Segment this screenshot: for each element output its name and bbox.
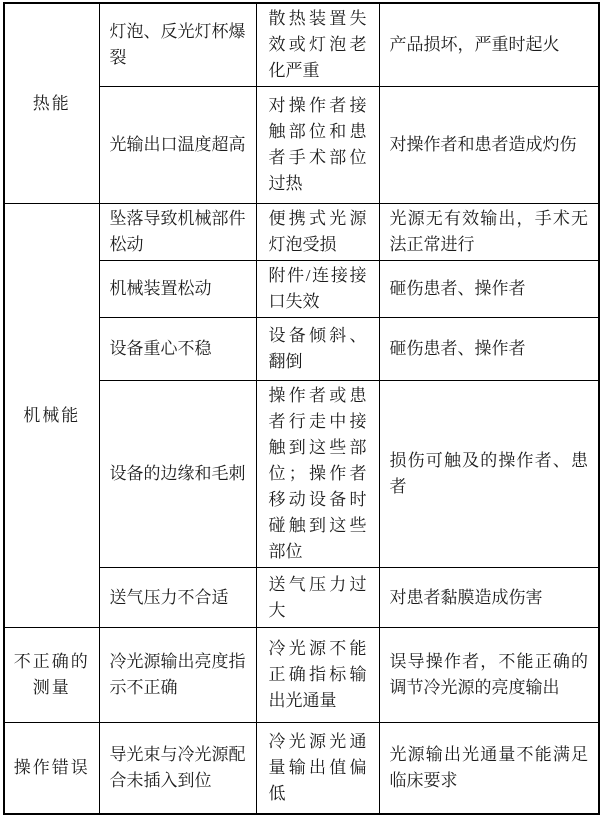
harm-cell: 砸伤患者、操作者 xyxy=(379,261,599,318)
harm-cell: 砸伤患者、操作者 xyxy=(379,318,599,381)
category-cell: 机械能 xyxy=(4,204,99,628)
cause-cell: 光输出口温度超高 xyxy=(99,87,256,204)
failure-mode-cell: 冷光源不能正确指标输出光通量 xyxy=(256,628,379,723)
failure-mode-cell: 便携式光源灯泡受损 xyxy=(256,204,379,261)
harm-cell: 对操作者和患者造成灼伤 xyxy=(379,87,599,204)
cause-cell: 冷光源输出亮度指示不正确 xyxy=(99,628,256,723)
cause-cell: 灯泡、反光灯杯爆裂 xyxy=(99,3,256,87)
failure-mode-cell: 冷光源光通量输出值偏低 xyxy=(256,723,379,814)
table-row xyxy=(4,628,599,723)
cause-cell: 导光束与冷光源配合未插入到位 xyxy=(99,723,256,814)
cause-cell: 机械装置松动 xyxy=(99,261,256,318)
table-row xyxy=(4,723,599,814)
failure-mode-cell: 操作者或患者行走中接触到这些部位；操作者移动设备时碰触到这些部位 xyxy=(256,381,379,568)
category-cell: 不正确的测量 xyxy=(4,628,99,723)
harm-cell: 损伤可触及的操作者、患者 xyxy=(379,381,599,568)
harm-cell: 误导操作者，不能正确的调节冷光源的亮度输出 xyxy=(379,628,599,723)
failure-mode-cell: 附件/连接接口失效 xyxy=(256,261,379,318)
harm-cell: 对患者黏膜造成伤害 xyxy=(379,568,599,628)
harm-cell: 光源输出光通量不能满足临床要求 xyxy=(379,723,599,814)
failure-mode-cell: 送气压力过大 xyxy=(256,568,379,628)
failure-mode-cell: 对操作者接触部位和患者手术部位过热 xyxy=(256,87,379,204)
failure-mode-cell: 散热装置失效或灯泡老化严重 xyxy=(256,3,379,87)
harm-cell: 产品损坏，严重时起火 xyxy=(379,3,599,87)
failure-mode-cell: 设备倾斜、翻倒 xyxy=(256,318,379,381)
category-cell: 热能 xyxy=(4,3,99,204)
cause-cell: 坠落导致机械部件松动 xyxy=(99,204,256,261)
cause-cell: 设备的边缘和毛刺 xyxy=(99,381,256,568)
category-cell: 操作错误 xyxy=(4,723,99,814)
risk-analysis-table xyxy=(3,2,600,815)
cause-cell: 送气压力不合适 xyxy=(99,568,256,628)
cause-cell: 设备重心不稳 xyxy=(99,318,256,381)
table-row xyxy=(4,3,599,87)
table-row xyxy=(4,204,599,261)
harm-cell: 光源无有效输出，手术无法正常进行 xyxy=(379,204,599,261)
